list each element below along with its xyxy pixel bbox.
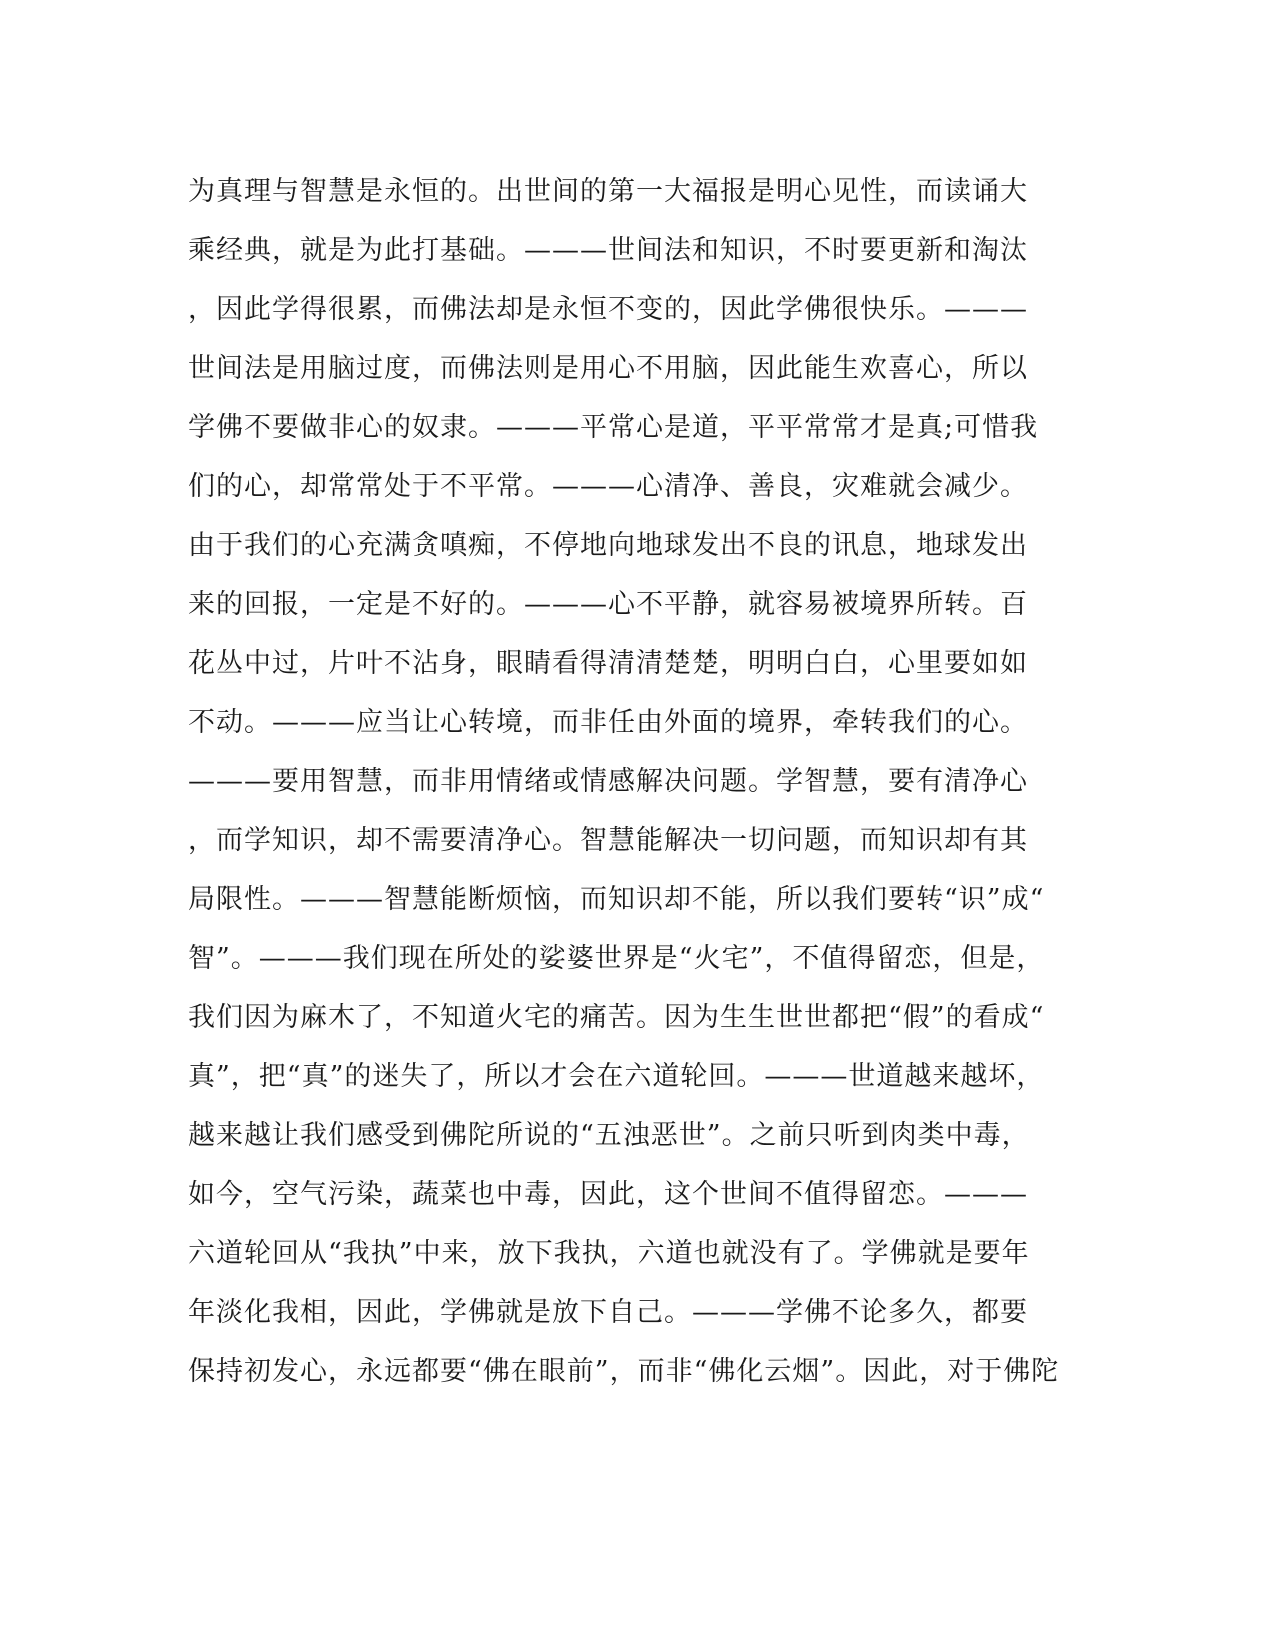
text-line: 世间法是用脑过度，而佛法则是用心不用脑，因此能生欢喜心，所以 — [188, 353, 1028, 384]
text-line: 保持初发心，永远都要“佛在眼前”，而非“佛化云烟”。因此，对于佛陀 — [188, 1356, 1060, 1387]
text-line: 乘经典，就是为此打基础。———世间法和知识，不时要更新和淘汰 — [188, 235, 1028, 266]
text-line: ，因此学得很累，而佛法却是永恒不变的，因此学佛很快乐。——— — [188, 294, 1028, 325]
text-line: 花丛中过，片叶不沾身，眼睛看得清清楚楚，明明白白，心里要如如 — [188, 648, 1028, 679]
text-line: 不动。———应当让心转境，而非任由外面的境界，牵转我们的心。 — [188, 707, 1028, 738]
body-text — [188, 162, 1088, 1401]
text-line: 局限性。———智慧能断烦恼，而知识却不能，所以我们要转“识”成“ — [188, 884, 1045, 915]
text-line: 学佛不要做非心的奴隶。———平常心是道，平平常常才是真;可惜我 — [188, 412, 1039, 443]
text-line: 越来越让我们感受到佛陀所说的“五浊恶世”。之前只听到肉类中毒， — [188, 1120, 1030, 1151]
text-line: 六道轮回从“我执”中来，放下我执，六道也就没有了。学佛就是要年 — [188, 1238, 1030, 1269]
text-line: ———要用智慧，而非用情绪或情感解决问题。学智慧，要有清净心 — [188, 766, 1028, 797]
text-line: 真”，把“真”的迷失了，所以才会在六道轮回。———世道越来越坏， — [188, 1061, 1045, 1092]
text-line: 为真理与智慧是永恒的。出世间的第一大福报是明心见性，而读诵大 — [188, 176, 1028, 207]
text-line: 如今，空气污染，蔬菜也中毒，因此，这个世间不值得留恋。——— — [188, 1179, 1028, 1210]
text-line: 年淡化我相，因此，学佛就是放下自己。———学佛不论多久，都要 — [188, 1297, 1028, 1328]
text-line: ，而学知识，却不需要清净心。智慧能解决一切问题，而知识却有其 — [188, 825, 1028, 856]
text-line: 我们因为麻木了，不知道火宅的痛苦。因为生生世世都把“假”的看成“ — [188, 1002, 1045, 1033]
text-line: 来的回报，一定是不好的。———心不平静，就容易被境界所转。百 — [188, 589, 1028, 620]
text-line: 智”。———我们现在所处的娑婆世界是“火宅”，不值得留恋，但是， — [188, 943, 1045, 974]
text-line: 由于我们的心充满贪嗔痴，不停地向地球发出不良的讯息，地球发出 — [188, 530, 1028, 561]
text-line: 们的心，却常常处于不平常。———心清净、善良，灾难就会减少。 — [188, 471, 1028, 502]
